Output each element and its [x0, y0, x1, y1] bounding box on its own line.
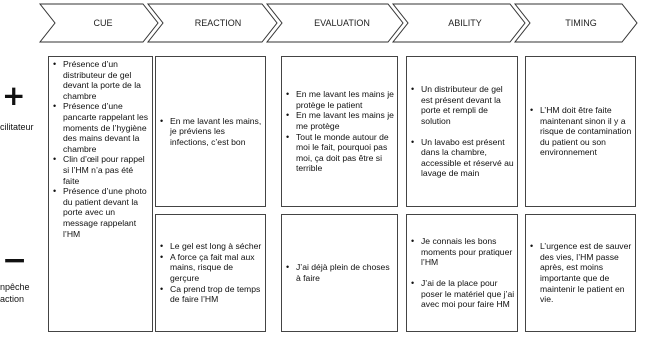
- list-item: • Je connais les bons moments pour pratiquer l’HM: [410, 236, 515, 268]
- reaction-facilitator-cell: [155, 56, 266, 207]
- cue-cell: [48, 56, 153, 332]
- facilitator-label: cilitateur: [0, 122, 34, 132]
- list-item: • J’ai de la place pour poser le matériel que j’ai avec moi pour faire HM: [410, 278, 515, 310]
- header-arrows: [0, 0, 645, 60]
- list-item: • Le gel est long à sécher: [159, 241, 263, 252]
- header-label-cue: CUE: [93, 18, 113, 28]
- barrier-label-line2: action: [0, 294, 25, 304]
- list-item: • A force ça fait mal aux mains, risque de gerçure: [159, 252, 263, 284]
- header-label-ability: ABILITY: [448, 18, 482, 28]
- list-item: • Présence d’un distributeur de gel devant la porte de la chambre: [52, 59, 150, 101]
- barrier-label-line1: npêche: [0, 282, 30, 292]
- ability-barrier-cell: [406, 214, 518, 332]
- list-item: • Présence d’une pancarte rappelant les moments de l’hygiène des mains devant la chambre: [52, 101, 150, 154]
- timing-facilitator-list: [529, 105, 633, 158]
- list-item: • Présence d’une photo du patient devant la porte avec un message rappelant l’HM: [52, 186, 150, 239]
- list-item: • En me lavant les mains je me protège: [285, 110, 395, 131]
- ability-facilitator-list: [410, 84, 515, 179]
- list-item: • J’ai déjà plein de choses à faire: [285, 262, 395, 283]
- timing-barrier-cell: [525, 214, 636, 332]
- evaluation-facilitator-cell: [281, 56, 398, 207]
- list-item: • Clin d’œil pour rappel si l’HM n’a pas été faite: [52, 154, 150, 186]
- header-label-reaction: REACTION: [194, 18, 242, 28]
- cue-list: [52, 59, 150, 239]
- list-item: • L’urgence est de sauver des vies, l’HM passe après, est moins importante que de maintenir le patient en vie.: [529, 241, 633, 305]
- header-label-evaluation: EVALUATION: [314, 18, 370, 28]
- list-item: • Un lavabo est présent dans la chambre, accessible et réservé au lavage de main: [410, 137, 515, 179]
- reaction-facilitator-list: [159, 116, 263, 148]
- header-label-timing: TIMING: [565, 18, 597, 28]
- evaluation-barrier-cell: [281, 214, 398, 332]
- evaluation-facilitator-list: [285, 89, 395, 174]
- ability-facilitator-cell: [406, 56, 518, 207]
- reaction-barrier-list: [159, 241, 263, 305]
- list-item: • Un distributeur de gel est présent devant la porte et rempli de solution: [410, 84, 515, 126]
- list-item: • L’HM doit être faite maintenant sinon il y a risque de contamination du patient ou son environnement: [529, 105, 633, 158]
- timing-barrier-list: [529, 241, 633, 305]
- reaction-barrier-cell: [155, 214, 266, 332]
- list-item: • Tout le monde autour de moi le fait, pourquoi pas moi, ça doit pas être si terrible: [285, 132, 395, 174]
- list-item: • Ca prend trop de temps de faire l’HM: [159, 284, 263, 305]
- list-item: • En me lavant les mains je protège le patient: [285, 89, 395, 110]
- evaluation-barrier-list: [285, 262, 395, 283]
- list-item: • En me lavant les mains, je préviens les infections, c’est bon: [159, 116, 263, 148]
- timing-facilitator-cell: [525, 56, 636, 207]
- minus-sign: −: [2, 243, 28, 278]
- ability-barrier-list: [410, 236, 515, 310]
- plus-sign: +: [2, 79, 26, 112]
